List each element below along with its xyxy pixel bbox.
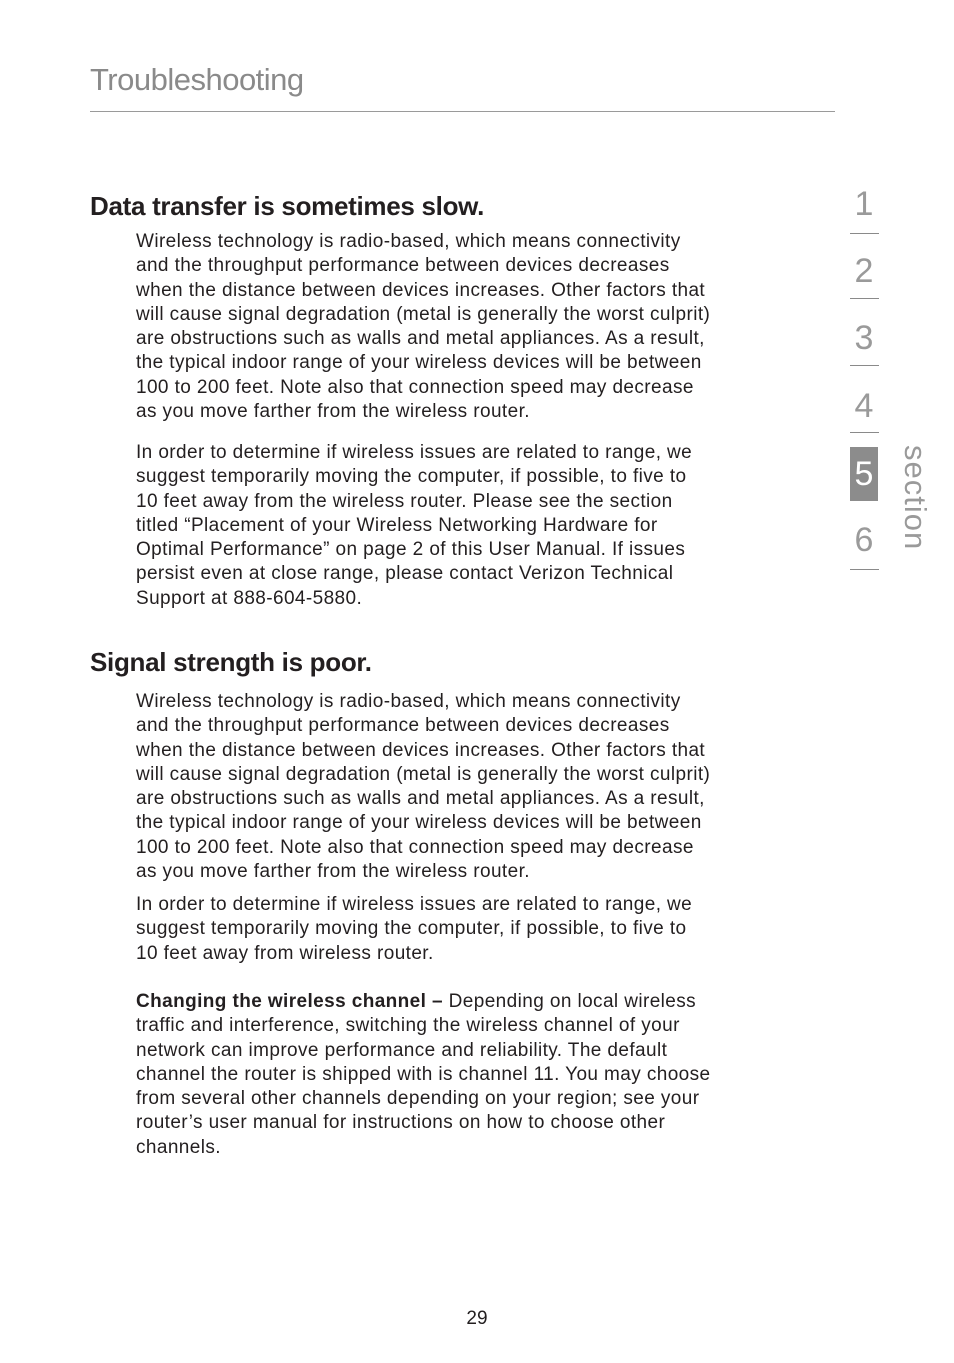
section-heading-slow-transfer: Data transfer is sometimes slow. (90, 191, 485, 221)
paragraph-poor-signal-2: In order to determine if wireless issues are related to range, we suggest temporarily moving the computer, if possible, to five to 10 feet away from wireless router. (136, 894, 693, 964)
section-nav-item-6[interactable]: 6 (854, 521, 874, 559)
section-nav-item-4[interactable]: 4 (854, 387, 874, 425)
section-nav-divider (850, 365, 879, 366)
section-nav-divider (850, 432, 879, 433)
page-number: 29 (466, 1308, 488, 1329)
section-nav-divider (850, 569, 879, 570)
section-heading-poor-signal: Signal strength is poor. (90, 647, 372, 677)
section-nav-item-2[interactable]: 2 (854, 252, 874, 290)
tip-text: Depending on local wireless traffic and interference, switching the wireless channel of your network can improve performance and reliability. The default channel the router is shipped with is channel 11. You may choose from several other channels depending on your region; see your router’s user manual for instructions on how to choose other channels. (136, 991, 711, 1158)
page-header-title: Troubleshooting (90, 62, 304, 97)
section-nav-divider (850, 298, 879, 299)
paragraph-slow-transfer-2: In order to determine if wireless issues are related to range, we suggest temporarily moving the computer, if possible, to five to 10 feet away from the wireless router. Please see the section titled “Placement of your Wireless Networking Hardware for Optimal Performance” on page 2 of this User Manual. If issues persist even at close range, please contact Verizon Technical Support at 888-604-5880. (136, 442, 693, 609)
paragraph-poor-signal-1: Wireless technology is radio-based, which means connectivity and the throughput performance between devices decreases when the distance between devices increases. Other factors that will cause signal degradation (metal is generally the worst culprit) are obstructions such as walls and metal appliances. As a result, the typical indoor range of your wireless devices will be between 100 to 200 feet. Note also that connection speed may decrease as you move farther from the wireless router. (136, 691, 711, 883)
paragraph-wireless-channel-tip (136, 990, 816, 1160)
paragraph-slow-transfer-1: Wireless technology is radio-based, which means connectivity and the throughput performance between devices decreases when the distance between devices increases. Other factors that will cause signal degradation (metal is generally the worst culprit) are obstructions such as walls and metal appliances. As a result, the typical indoor range of your wireless devices will be between 100 to 200 feet. Note also that connection speed may decrease as you move farther from the wireless router. (136, 231, 711, 423)
tip-lead: Changing the wireless channel – (136, 991, 443, 1012)
section-nav-divider (850, 233, 879, 234)
section-nav-item-5-active[interactable]: 5 (850, 447, 878, 501)
header-divider (90, 111, 835, 112)
section-nav-item-1[interactable]: 1 (854, 185, 874, 223)
section-nav-item-3[interactable]: 3 (854, 319, 874, 357)
section-nav-label: section (898, 445, 933, 551)
